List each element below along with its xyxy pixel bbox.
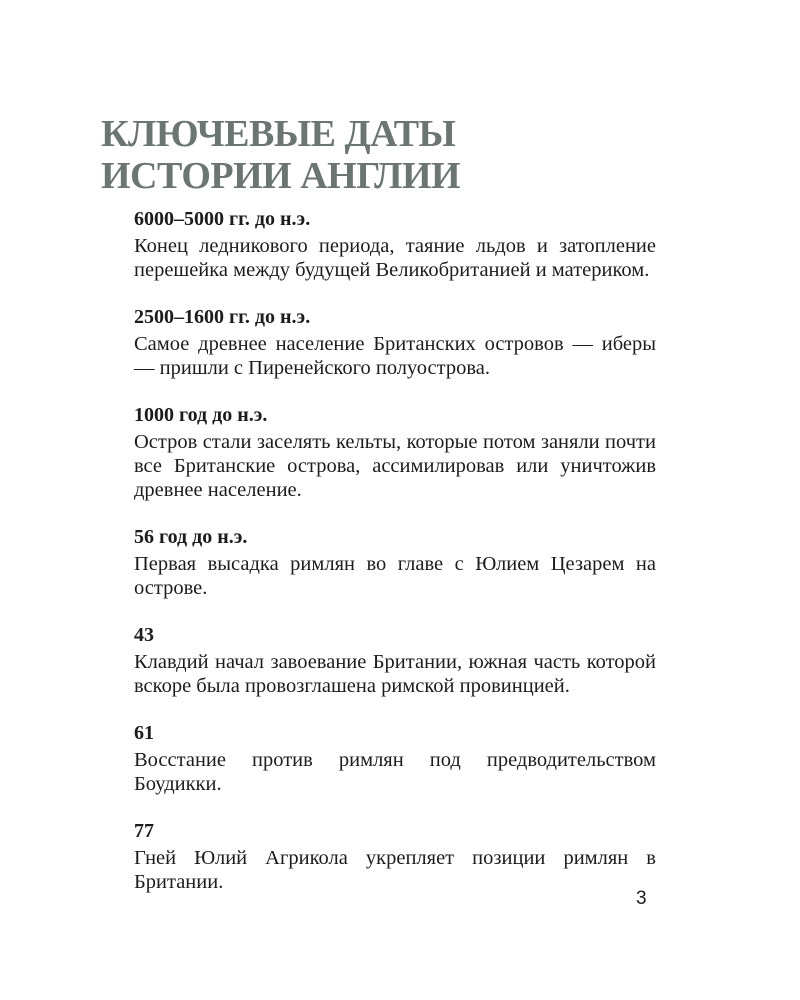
timeline-entry [134, 206, 656, 282]
entry-date: 2500–1600 гг. до н.э. [134, 306, 311, 328]
entry-text: Самое древнее население Британских островов — иберы — пришли с Пиренейского полуострова. [134, 333, 656, 379]
timeline-entries [134, 206, 656, 916]
entry-date: 6000–5000 гг. до н.э. [134, 208, 311, 230]
entry-date: 77 [134, 820, 154, 842]
entry-text: Восстание против римлян под предводительством Боудикки. [134, 749, 656, 795]
timeline-entry [134, 402, 656, 502]
entry-date: 1000 год до н.э. [134, 404, 268, 426]
timeline-entry [134, 304, 656, 380]
timeline-entry [134, 622, 656, 698]
entry-text: Гней Юлий Агрикола укрепляет позиции римлян в Британии. [134, 847, 656, 893]
entry-text: Первая высадка римлян во главе с Юлием Цезарем на острове. [134, 553, 656, 599]
page-title [101, 113, 701, 197]
entry-text: Конец ледникового периода, таяние льдов и затопление перешейка между будущей Великобританией и материком. [134, 235, 656, 281]
page-number: 3 [636, 888, 647, 909]
entry-date: 43 [134, 624, 154, 646]
entry-date: 56 год до н.э. [134, 526, 248, 548]
timeline-entry [134, 524, 656, 600]
page-title-line-1: КЛЮЧЕВЫЕ ДАТЫ [101, 113, 456, 155]
entry-text: Клавдий начал завоевание Британии, южная часть которой вскоре была провозглашена римской провинцией. [134, 651, 656, 697]
entry-date: 61 [134, 722, 154, 744]
timeline-entry [134, 720, 656, 796]
page-title-line-2: ИСТОРИИ АНГЛИИ [101, 155, 461, 197]
entry-text: Остров стали заселять кельты, которые потом заняли почти все Британские острова, ассимилировав или уничтожив древнее население. [134, 431, 656, 501]
timeline-entry [134, 818, 656, 894]
